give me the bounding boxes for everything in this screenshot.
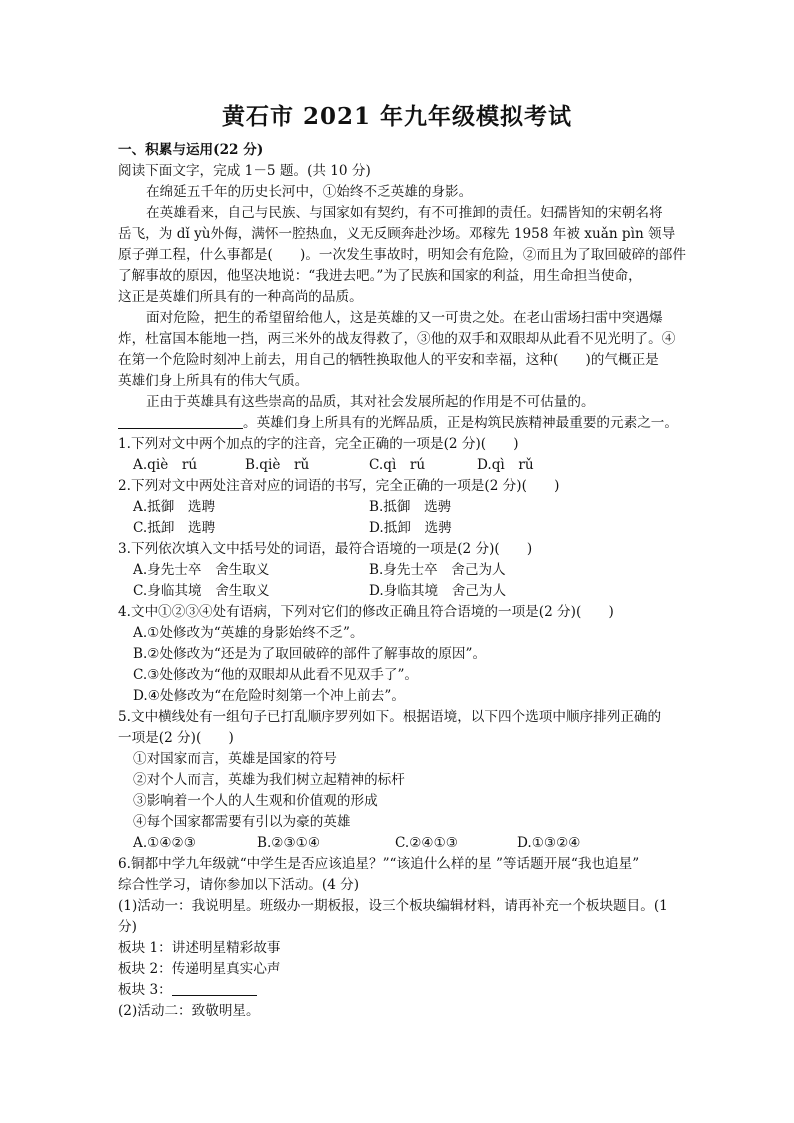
option-c[interactable]: C.②④①③ [395, 835, 458, 851]
activity-1-cont: 分) [118, 919, 137, 935]
question-2-options-row-1 [133, 497, 693, 518]
question-3-stem: 3.下列依次填入文中括号处的词语，最符合语境的一项是(2 分)( ) [118, 541, 533, 557]
option-c[interactable]: C.qì rú [369, 457, 426, 473]
exam-title: 黄石市 2021 年九年级模拟考试 [221, 103, 573, 130]
passage-line: 这正是英雄们所具有的一种高尚的品质。 [118, 289, 363, 305]
sentence-item: ①对国家而言，英雄是国家的符号 [133, 751, 337, 767]
question-2-stem: 2.下列对文中两处注音对应的词语的书写，完全正确的一项是(2 分)( ) [118, 478, 560, 494]
activity-1: (1)活动一：我说明星。班级办一期板报，设三个板块编辑材料，请再补充一个板块题目。(1 [118, 898, 668, 914]
passage-line [118, 413, 718, 434]
question-3-options-row-1 [133, 560, 693, 581]
option-c[interactable]: C.身临其境 舍生取义 [133, 583, 270, 599]
option-d[interactable]: D.身临其境 舍己为人 [369, 583, 507, 599]
passage-line: 岳飞，为 dǐ yù外侮，满怀一腔热血，义无反顾奔赴沙场。邓稼先 1958 年被 xuǎn pìn 领导 [118, 226, 676, 242]
option-b[interactable]: B.身先士卒 舍己为人 [369, 562, 506, 578]
sentence-item: ④每个国家都需要有引以为豪的英雄 [133, 814, 351, 830]
passage-line: 原子弹工程，什么事都是( )。一次发生事故时，明知会有危险，②而且为了取回破碎的部件 [118, 247, 686, 263]
option-b[interactable]: B.qiè rǔ [245, 457, 310, 473]
question-3-options-row-2 [133, 581, 693, 602]
option-c[interactable]: C.抵卸 选聘 [133, 520, 216, 536]
option-a[interactable]: A.抵御 选聘 [133, 499, 216, 515]
option-a[interactable]: A.①处修改为“英雄的身影始终不乏”。 [133, 625, 364, 641]
option-a[interactable]: A.①④②③ [133, 835, 196, 851]
sentence-item: ③影响着一个人的人生观和价值观的形成 [133, 793, 378, 809]
fill-in-blank[interactable] [118, 414, 243, 429]
board-3 [118, 980, 718, 1001]
passage-line: 面对危险，把生的希望留给他人，这是英雄的又一可贵之处。在老山雷场扫雷中突遇爆 [146, 310, 663, 326]
option-d[interactable]: D.qì rǔ [477, 457, 534, 473]
passage-line: 正由于英雄具有这些崇高的品质，其对社会发展所起的作用是不可估量的。 [146, 394, 595, 410]
question-5-stem-cont: 一项是(2 分)( ) [118, 730, 234, 746]
board-2: 板块 2：传递明星真实心声 [118, 961, 281, 977]
option-c[interactable]: C.③处修改为“他的双眼却从此看不见双手了”。 [133, 667, 419, 683]
passage-line: 在英雄看来，自己与民族、与国家如有契约，有不可推卸的责任。妇孺皆知的宋朝名将 [146, 205, 663, 221]
activity-2: (2)活动二：致敬明星。 [118, 1003, 260, 1019]
question-1-options [133, 455, 693, 476]
option-d[interactable]: D.①③②④ [517, 835, 581, 851]
option-d[interactable]: D.④处修改为“在危险时刻第一个冲上前去”。 [133, 688, 405, 704]
question-4-stem: 4.文中①②③④处有语病，下列对它们的修改正确且符合语境的一项是(2 分)( ) [118, 604, 614, 620]
board-1: 板块 1：讲述明星精彩故事 [118, 940, 281, 956]
option-b[interactable]: B.抵御 选骋 [369, 499, 452, 515]
option-d[interactable]: D.抵卸 选骋 [369, 520, 452, 536]
question-6-stem: 6.铜都中学九年级就“中学生是否应该追星？”“该追什么样的星 ”等话题开展“我也追星” [118, 856, 640, 872]
option-a[interactable]: A.身先士卒 舍生取义 [133, 562, 270, 578]
question-2-options-row-2 [133, 518, 693, 539]
passage-line: 在绵延五千年的历史长河中，①始终不乏英雄的身影。 [146, 184, 473, 200]
question-5-stem: 5.文中横线处有一组句子已打乱顺序罗列如下。根据语境，以下四个选项中顺序排列正确的 [118, 709, 662, 725]
passage-line: 在第一个危险时刻冲上前去，用自己的牺牲换取他人的平安和幸福，这种( )的气概正是 [118, 352, 659, 368]
question-1-stem: 1.下列对文中两个加点的字的注音，完全正确的一项是(2 分)( ) [118, 436, 519, 452]
sentence-item: ②对个人而言，英雄为我们树立起精神的标杆 [133, 772, 405, 788]
board-3-answer-blank[interactable] [172, 981, 257, 996]
option-b[interactable]: B.②③①④ [257, 835, 321, 851]
question-5-options [133, 833, 693, 854]
passage-line: 了解事故的原因，他坚决地说：“我进去吧。”为了民族和国家的利益，用生命担当使命， [118, 268, 642, 284]
reading-instructions: 阅读下面文字，完成 1－5 题。(共 10 分) [118, 163, 371, 179]
passage-line: 炸，杜富国本能地一挡，两三米外的战友得救了，③他的双手和双眼却从此看不见光明了。④ [118, 331, 676, 347]
passage-line: 英雄们身上所具有的伟大气质。 [118, 373, 309, 389]
question-6-stem-cont: 综合性学习，请你参加以下活动。(4 分) [118, 877, 360, 893]
board-3-label: 板块 3： [118, 982, 172, 998]
option-b[interactable]: B.②处修改为“还是为了取回破碎的部件了解事故的原因”。 [133, 646, 487, 662]
section-heading: 一、积累与运用(22 分) [118, 142, 264, 158]
option-a[interactable]: A.qiè rú [133, 457, 198, 473]
passage-line-text: 。英雄们身上所具有的光辉品质，正是构筑民族精神最重要的元素之一。 [243, 415, 678, 431]
